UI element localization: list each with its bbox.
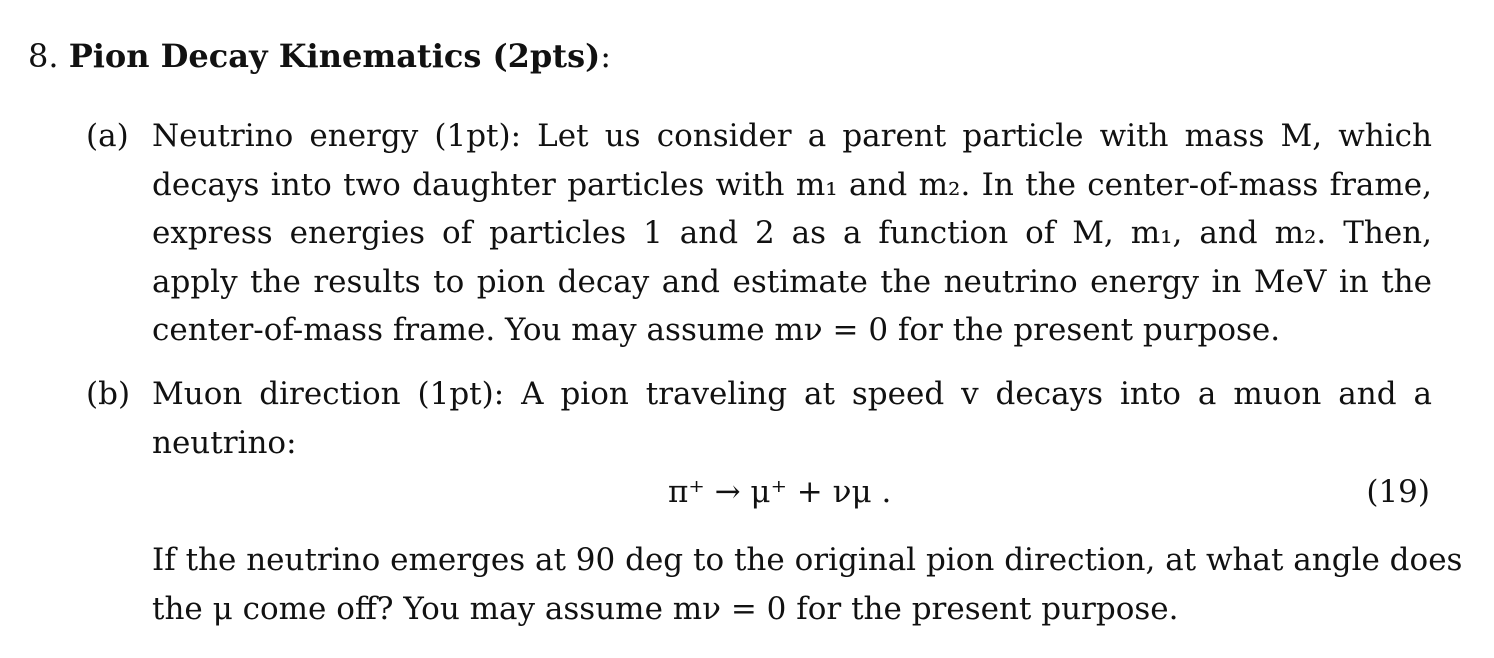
problem-number: 8. [28,37,59,75]
part-a-line-3: express energies of particles 1 and 2 as a function of M, m₁, and m₂. Then, [152,215,1432,251]
part-b-question-line-2: the μ come off? You may assume mν = 0 for the present purpose. [152,590,1179,627]
part-a-line-4: apply the results to pion decay and estimate the neutrino energy in MeV in the [152,263,1432,300]
part-b-intro-line-2: neutrino: [152,424,297,461]
part-a-line-2: decays into two daughter particles with m₁ and m₂. In the center-of-mass frame, [152,166,1432,203]
part-b-intro-line-1: Muon direction (1pt): A pion traveling at speed v decays into a muon and a [152,376,1432,412]
part-a-line-1: Neutrino energy (1pt): Let us consider a parent particle with mass M, which [152,118,1432,154]
equation-number: (19) [1366,474,1430,510]
part-a-marker: (a) [86,118,129,154]
problem-title-colon: : [600,37,611,75]
part-b-question [152,536,1463,633]
problem-title: Pion Decay Kinematics (2pts) [68,37,601,75]
part-b-question-line-1: If the neutrino emerges at 90 deg to the original pion direction, at what angle does [152,542,1463,578]
part-a-line-5: center-of-mass frame. You may assume mν = 0 for the present purpose. [152,312,1281,348]
part-a-text [152,112,1432,355]
part-b-intro [152,370,1432,467]
problem-heading [28,36,611,76]
part-b-marker: (b) [86,376,131,412]
decay-equation: π⁺ → μ⁺ + νμ . [668,474,892,510]
